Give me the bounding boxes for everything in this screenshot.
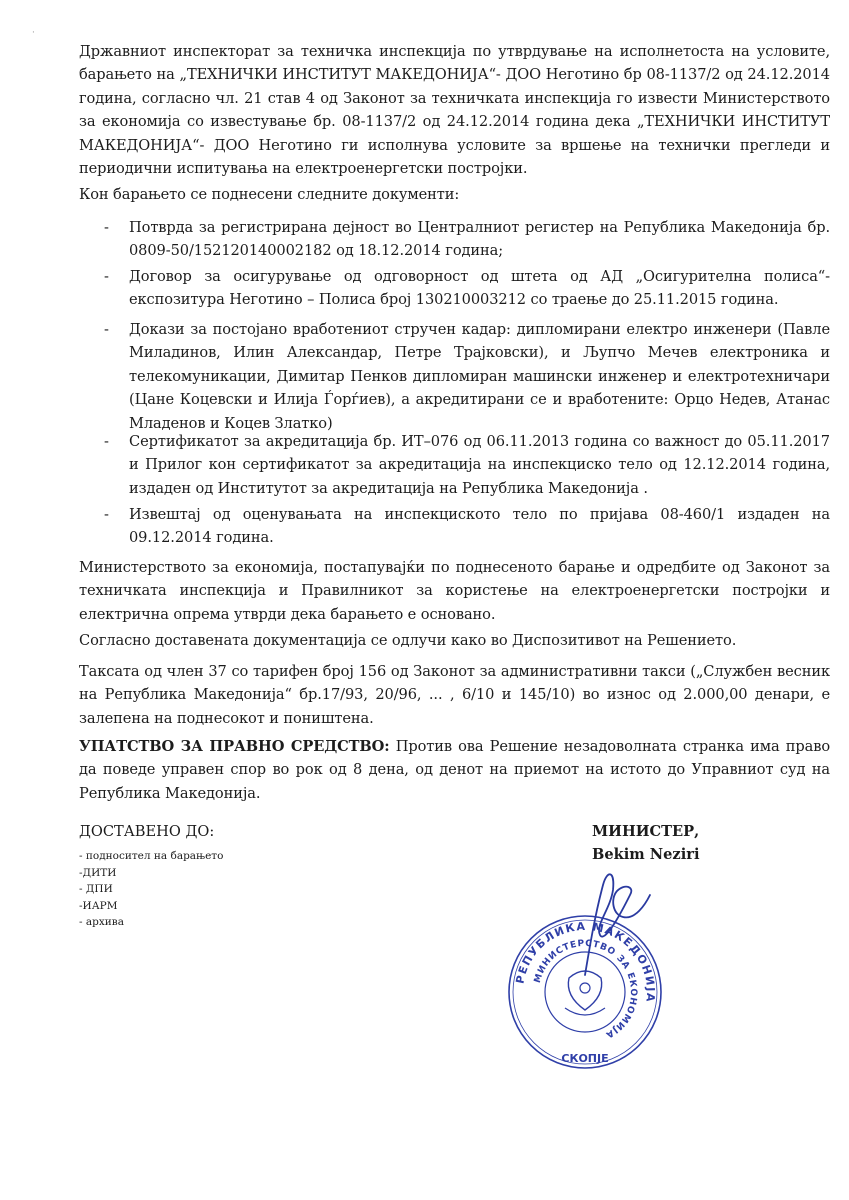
bullet-dash: - (104, 433, 109, 450)
fee-paragraph: Таксата од член 37 со тарифен број 156 од Законот за административни такси („Службен весник на Република Македонија“ бр.17/93, 20/96, ... , 6/10 и 145/10) во износ од 2.000,00 денари, е залепена на поднесокот и поништена. (79, 663, 830, 727)
list-item-text: Извештај од оценувањата на инспекциското тело по пријава 08-460/1 издаден на 09.12.2014 година. (129, 506, 830, 547)
delivered-to-heading: ДОСТАВЕНО ДО: (79, 823, 215, 840)
list-item-text: Сертификатот за акредитација бр. ИТ–076 од 06.11.2013 година со важност до 05.11.2017 и Прилог кон сертификатот за акредитација на инспекциско тело од 12.12.2014 година, издаден од Институтот за акредитација на Република Македонија . (129, 433, 830, 497)
list-item-text: Потврда за регистрирана дејност во Централниот регистер на Република Македонија бр. 0809-50/152120140002182 од 18.12.2014 година; (129, 219, 830, 260)
legal-remedy-text: Против ова Решение незадоволната странка има право да поведе управен спор во рок од 8 дена, од денот на приемот на истото до Управниот суд на Република Македонија. (79, 738, 831, 802)
recipient-item: -ИАРМ (79, 899, 118, 912)
recipient-item: -ДИТИ (79, 866, 117, 879)
ministry-paragraph: Министерството за економија, постапувајќи по поднесеното барање и одредбите од Законот за техничката инспекција и Правилникот за користење на електроенергетски постројки и електрична опрема утврди дека барањето е основано. (79, 559, 830, 623)
stamp-outer-text: РЕПУБЛИКА МАКЕДОНИЈА (513, 919, 658, 1004)
recipient-item: - архива (79, 916, 124, 928)
coat-of-arms-wreath-icon (565, 1008, 605, 1015)
recipient-item: - ДПИ (79, 883, 113, 895)
bullet-dash: - (104, 268, 109, 285)
recipient-item: - подносител на барањето (79, 850, 224, 862)
scan-artifact: · (32, 28, 35, 38)
legal-remedy-heading: УПАТСТВО ЗА ПРАВНО СРЕДСТВО: (79, 738, 390, 755)
bullet-dash: - (104, 219, 109, 236)
minister-name: Bekim Neziri (592, 846, 700, 863)
coat-of-arms-sun-icon (580, 983, 590, 993)
documents-intro: Кон барањето се поднесени следните документи: (79, 186, 460, 203)
list-item-text: Докази за постојано вработениот стручен кадар: дипломирани електро инженери (Павле Миладинов, Илин Александар, Петре Трајковски), и Љупчо Мечев електроника и телекомуникации, Димитар Пенков дипломиран машински инженер и електротехничари (Цане Коцевски и Илија Ѓорѓиев), а акредитирани се и вработените: Орцо Недев, Атанас Младенов и Коцев Златко) (129, 321, 830, 432)
stamp-inner-text: МИНИСТЕРСТВО ЗА ЕКОНОМИЈА (532, 938, 639, 1040)
decision-paragraph: Согласно доставената документација се одлучи како во Диспозитивот на Решението. (79, 632, 737, 649)
legal-remedy-paragraph (79, 735, 830, 805)
stamp-city-text: СКОПЈЕ (561, 1052, 609, 1065)
recipients-list (79, 848, 223, 931)
list-item-text: Договор за осигурување од одговорност од штета од АД „Осигурителна полиса“- експозитура Неготино – Полиса број 130210003212 со траење до 25.11.2015 година. (129, 268, 830, 309)
handwritten-signature (555, 865, 665, 980)
bullet-dash: - (104, 506, 109, 523)
bullet-dash: - (104, 321, 109, 338)
minister-block (592, 820, 700, 866)
minister-title: МИНИСТЕР, (592, 823, 700, 840)
intro-paragraph: Државниот инспекторат за техничка инспекција по утврдување на исполнетоста на условите, барањето на „ТЕХНИЧКИ ИНСТИТУТ МАКЕДОНИЈА“- ДОО Неготино бр 08-1137/2 од 24.12.2014 година, согласно чл. 21 став 4 од Законот за техничката инспекција го извести Министерството за економија со известување бр. 08-1137/2 од 24.12.2014 година дека „ТЕХНИЧКИ ИНСТИТУТ МАКЕДОНИЈА“- ДОО Неготино ги исполнува условите за вршење на технички прегледи и периодични испитувања на електроенергетски постројки. (79, 43, 830, 178)
